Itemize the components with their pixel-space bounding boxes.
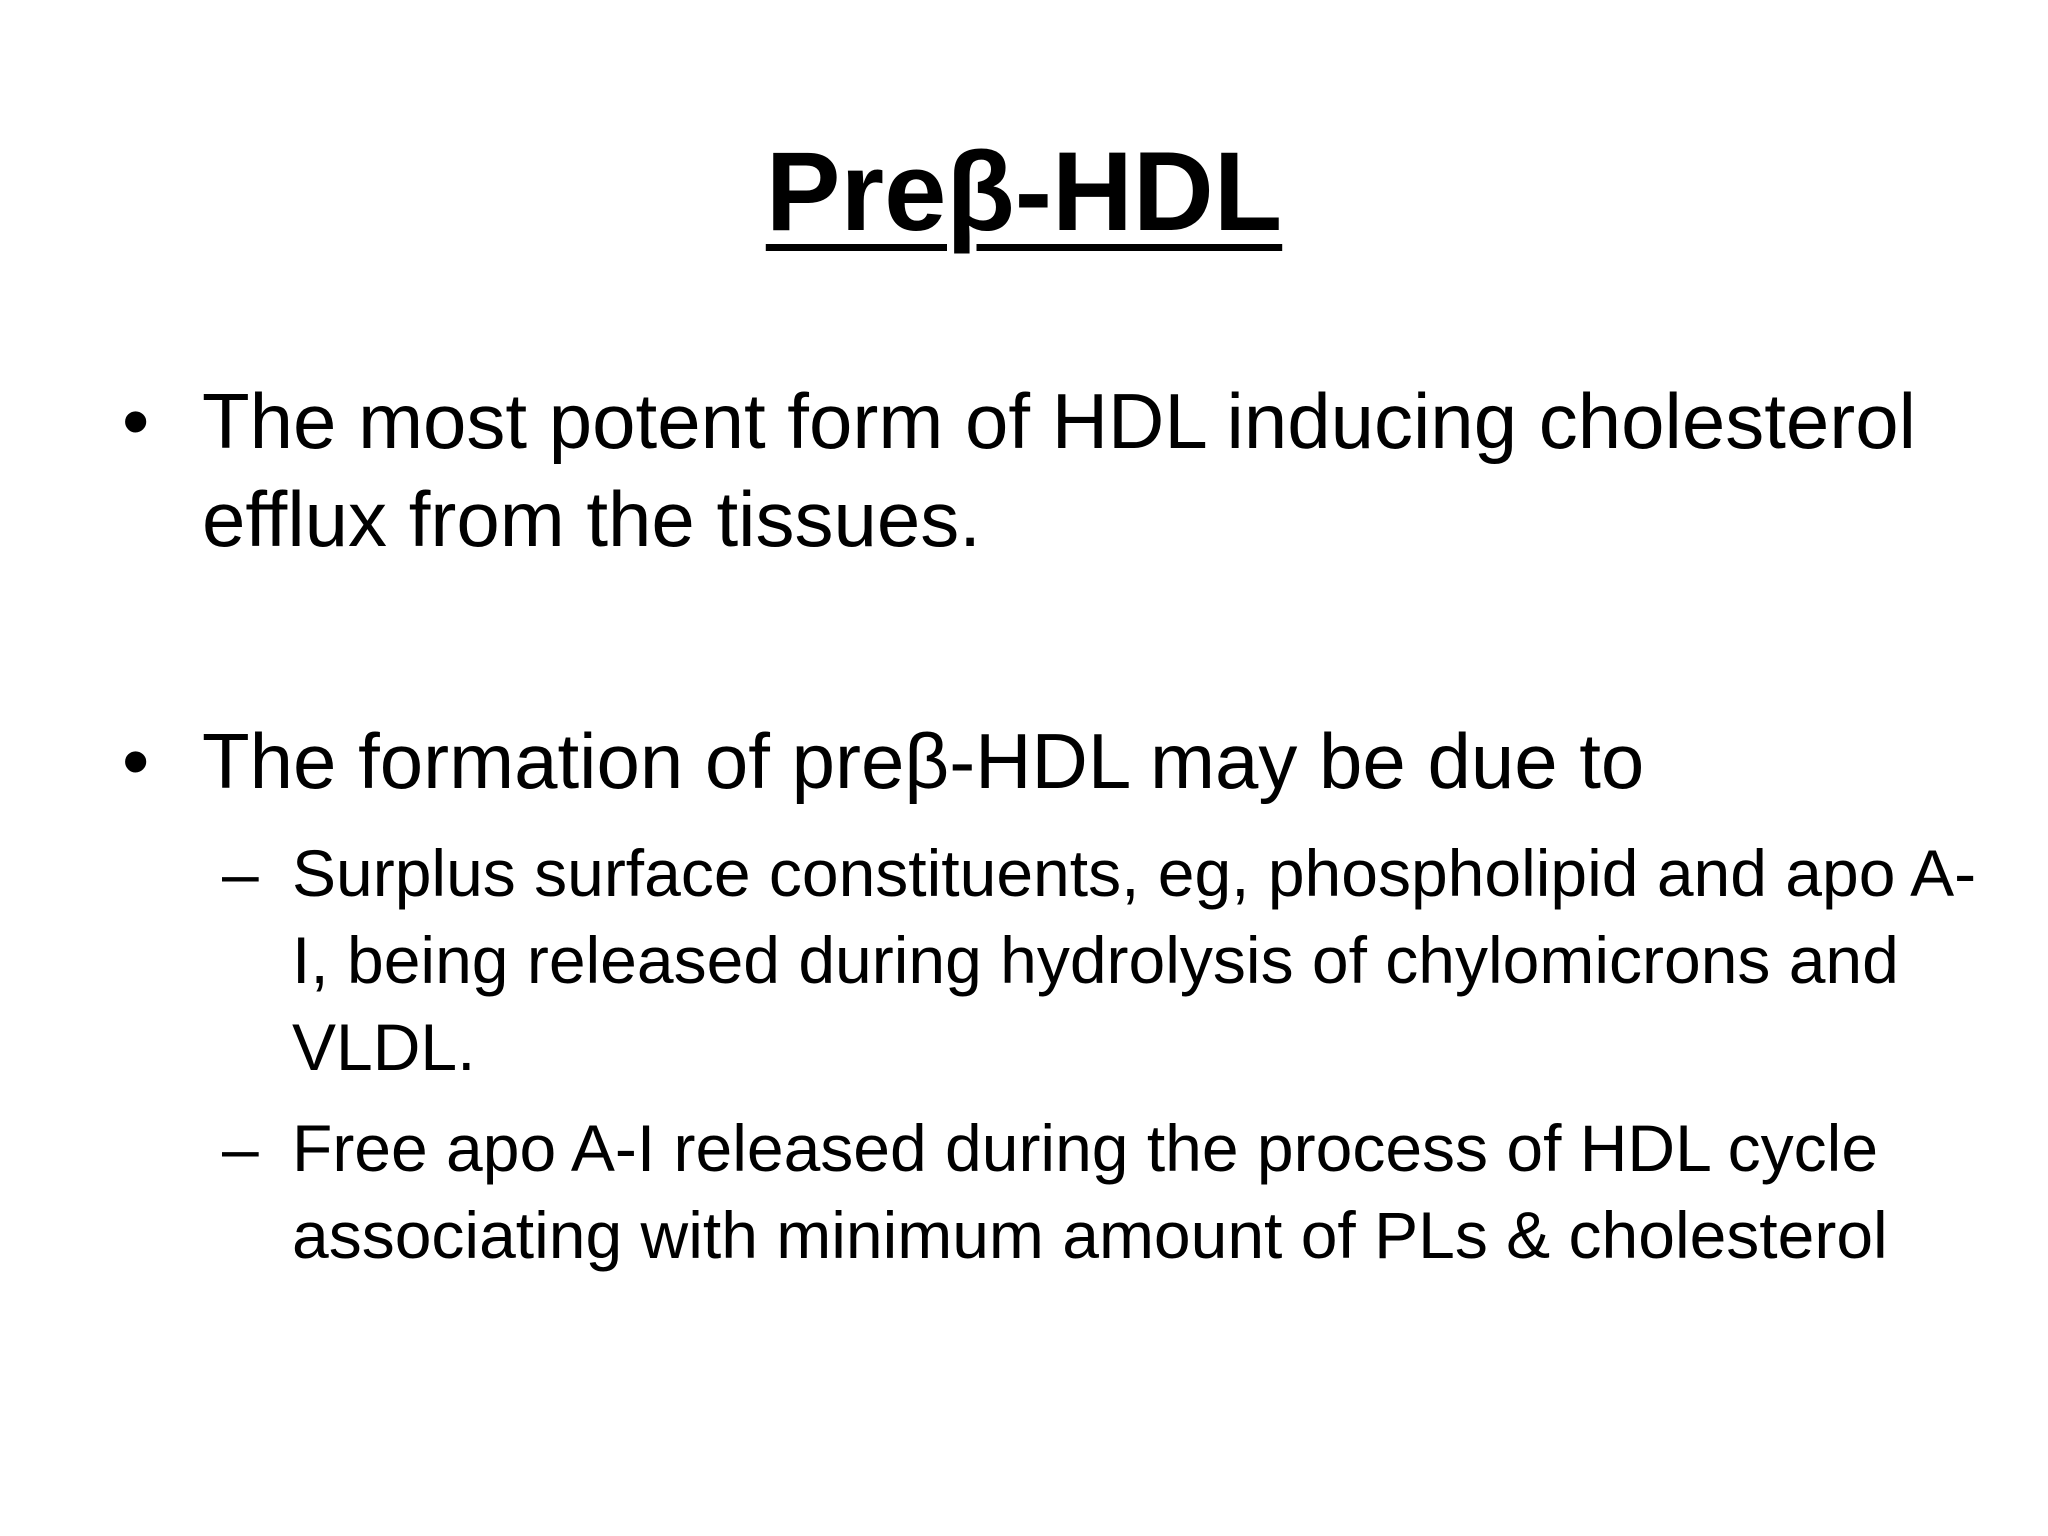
bullet-item: [122, 372, 1962, 568]
bullet-marker: •: [122, 377, 150, 465]
sub-bullet-text: Surplus surface constituents, eg, phospholipid and apo A-I, being released during hydrolysis of chylomicrons and VLDL.: [292, 836, 1977, 1084]
bullet-text: The most potent form of HDL inducing cholesterol efflux from the tissues.: [202, 377, 1916, 563]
sub-bullet-marker: –: [222, 836, 259, 910]
bullet-text: The formation of preβ-HDL may be due to: [202, 717, 1645, 805]
slide-title-text: Preβ-HDL: [765, 129, 1283, 254]
sub-bullet-item: [222, 1105, 1982, 1279]
bullet-marker: •: [122, 717, 150, 805]
sub-bullet-marker: –: [222, 1111, 259, 1185]
sub-bullet-text: Free apo A-I released during the process of HDL cycle associating with minimum amount of PLs & cholesterol: [292, 1111, 1888, 1272]
bullet-item: [122, 712, 1962, 810]
sub-bullet-item: [222, 830, 1982, 1091]
slide-title: [0, 130, 2048, 253]
